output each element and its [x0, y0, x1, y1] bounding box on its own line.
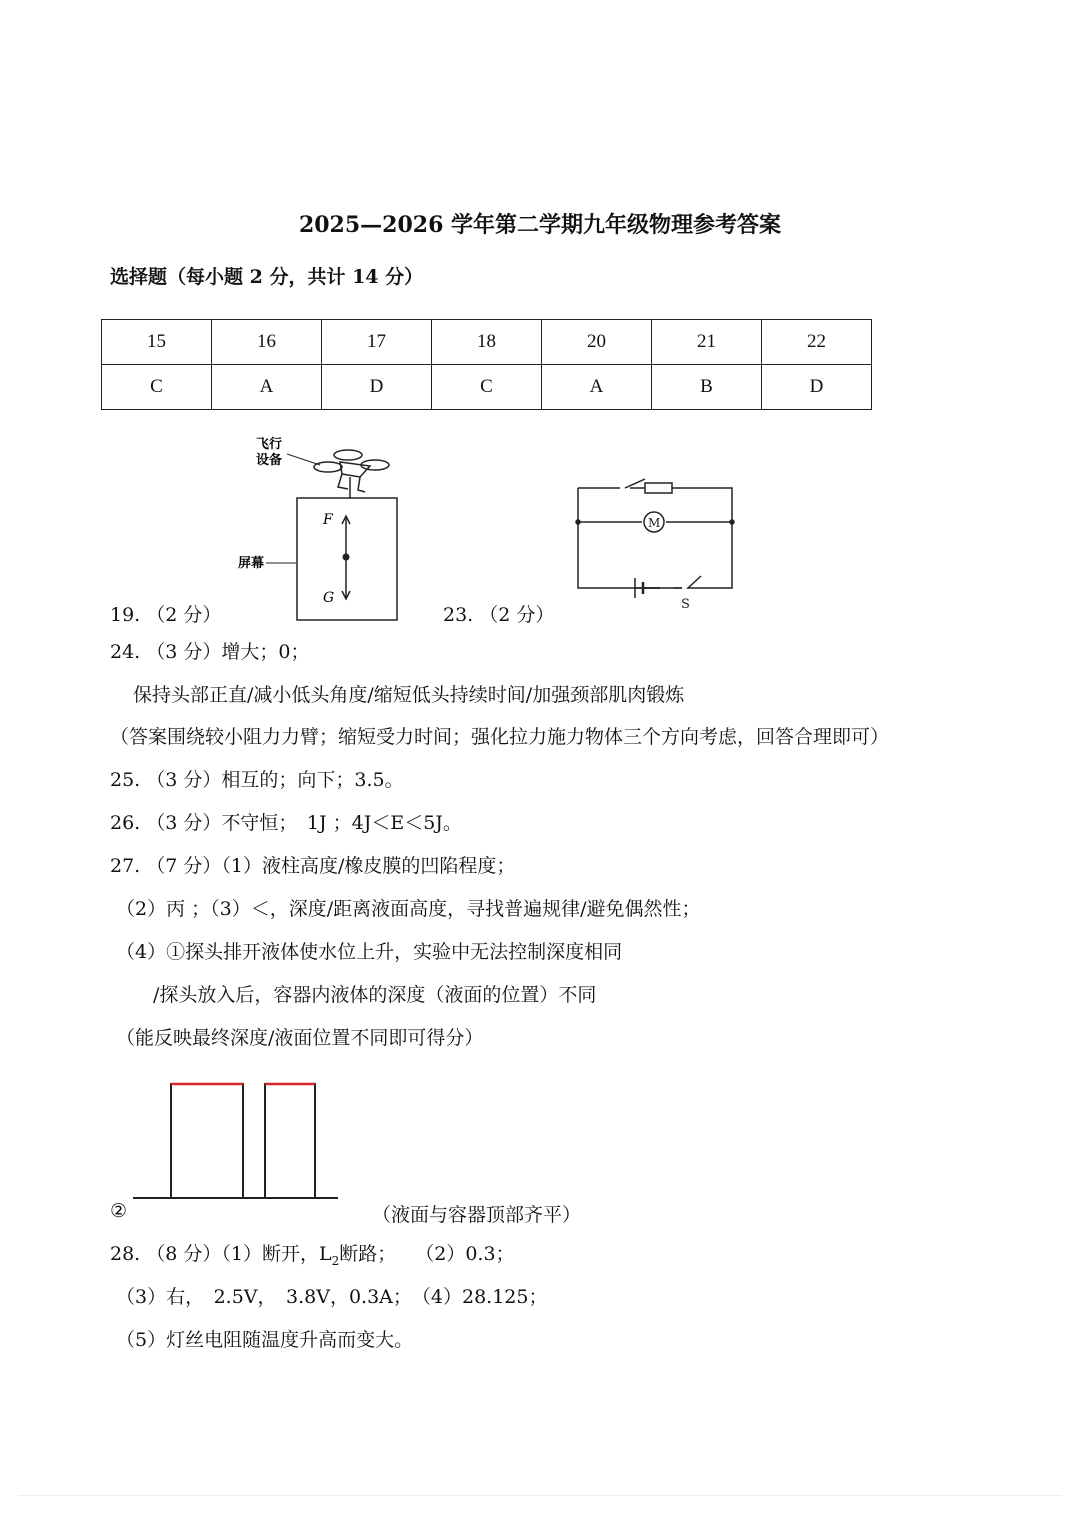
- q23-circuit-diagram: [575, 478, 745, 612]
- answer-line-24: 24. （3 分）增大；0；: [110, 641, 310, 663]
- table-row-questions: [102, 320, 872, 365]
- section-heading: 选择题（每小题 2 分，共计 14 分）: [110, 266, 424, 288]
- question-number: 20: [542, 320, 652, 365]
- answer-line-27-2: （2）丙 ；（3）＜，深度/距离液面高度，寻找普遍规律/避免偶然性；: [116, 898, 701, 920]
- question-number: 22: [762, 320, 872, 365]
- q27-2-note: （液面与容器顶部齐平）: [372, 1204, 582, 1226]
- force-g-label: G: [323, 590, 335, 606]
- question-number: 16: [212, 320, 322, 365]
- q27-2-marker: ②: [110, 1200, 128, 1222]
- drone-label-2: 设备: [256, 453, 283, 468]
- q28-part1: 28. （8 分）（1）断开，L: [110, 1243, 332, 1265]
- table-row-answers: [102, 365, 872, 410]
- answer-line-27-1: 27. （7 分）（1）液柱高度/橡皮膜的凹陷程度；: [110, 855, 516, 877]
- answer-line-27-4-alt: /探头放入后，容器内液体的深度（液面的位置）不同: [153, 984, 597, 1006]
- answer-line-25: 25. （3 分）相互的；向下；3.5。: [110, 769, 404, 791]
- drone-label-1: 飞行: [256, 437, 283, 452]
- container-right: [265, 1084, 315, 1198]
- drone-icon: [314, 450, 389, 498]
- container-liquid-diagram: [133, 1078, 353, 1208]
- page-title: 2025—2026 学年第二学期九年级物理参考答案: [298, 212, 782, 238]
- answer-cell: B: [652, 365, 762, 410]
- answer-line-28-1: [110, 1239, 515, 1268]
- question-number: 18: [432, 320, 542, 365]
- q19-label: 19. （2 分）: [110, 604, 222, 626]
- multiple-choice-answer-table: [101, 319, 872, 410]
- page-divider: [18, 1495, 1062, 1496]
- answer-cell: C: [432, 365, 542, 410]
- screen-label: 屏幕: [238, 556, 265, 571]
- q28-subscript: 2: [331, 1253, 340, 1268]
- question-number: 15: [102, 320, 212, 365]
- question-number: 17: [322, 320, 432, 365]
- q19-force-diagram: [230, 432, 410, 622]
- answer-line-28-3: （5）灯丝电阻随温度升高而变大。: [116, 1329, 414, 1351]
- answer-cell: A: [542, 365, 652, 410]
- answer-line-24-note: （答案围绕较小阻力力臂；缩短受力时间；强化拉力施力物体三个方向考虑，回答合理即可）: [110, 726, 890, 748]
- force-f-label: F: [323, 512, 333, 528]
- answer-line-27-note: （能反映最终深度/液面位置不同即可得分）: [116, 1027, 484, 1049]
- q28-part1b: 断路； （2）0.3；: [339, 1243, 515, 1265]
- answer-cell: D: [322, 365, 432, 410]
- answer-cell: A: [212, 365, 322, 410]
- answer-line-24-detail: 保持头部正直/减小低头角度/缩短低头持续时间/加强颈部肌肉锻炼: [133, 684, 685, 706]
- container-left: [171, 1084, 243, 1198]
- motor-label: M: [648, 516, 661, 530]
- answer-cell: C: [102, 365, 212, 410]
- question-number: 21: [652, 320, 762, 365]
- switch-label: S: [681, 597, 690, 612]
- answer-line-27-4: （4）①探头排开液体使水位上升，实验中无法控制深度相同: [116, 941, 623, 963]
- answer-line-26: 26. （3 分）不守恒； 1J ；4J＜E＜5J。: [110, 812, 462, 834]
- answer-line-28-2: （3）右， 2.5V， 3.8V，0.3A； （4）28.125；: [116, 1286, 548, 1308]
- q23-label: 23. （2 分）: [443, 604, 555, 626]
- answer-cell: D: [762, 365, 872, 410]
